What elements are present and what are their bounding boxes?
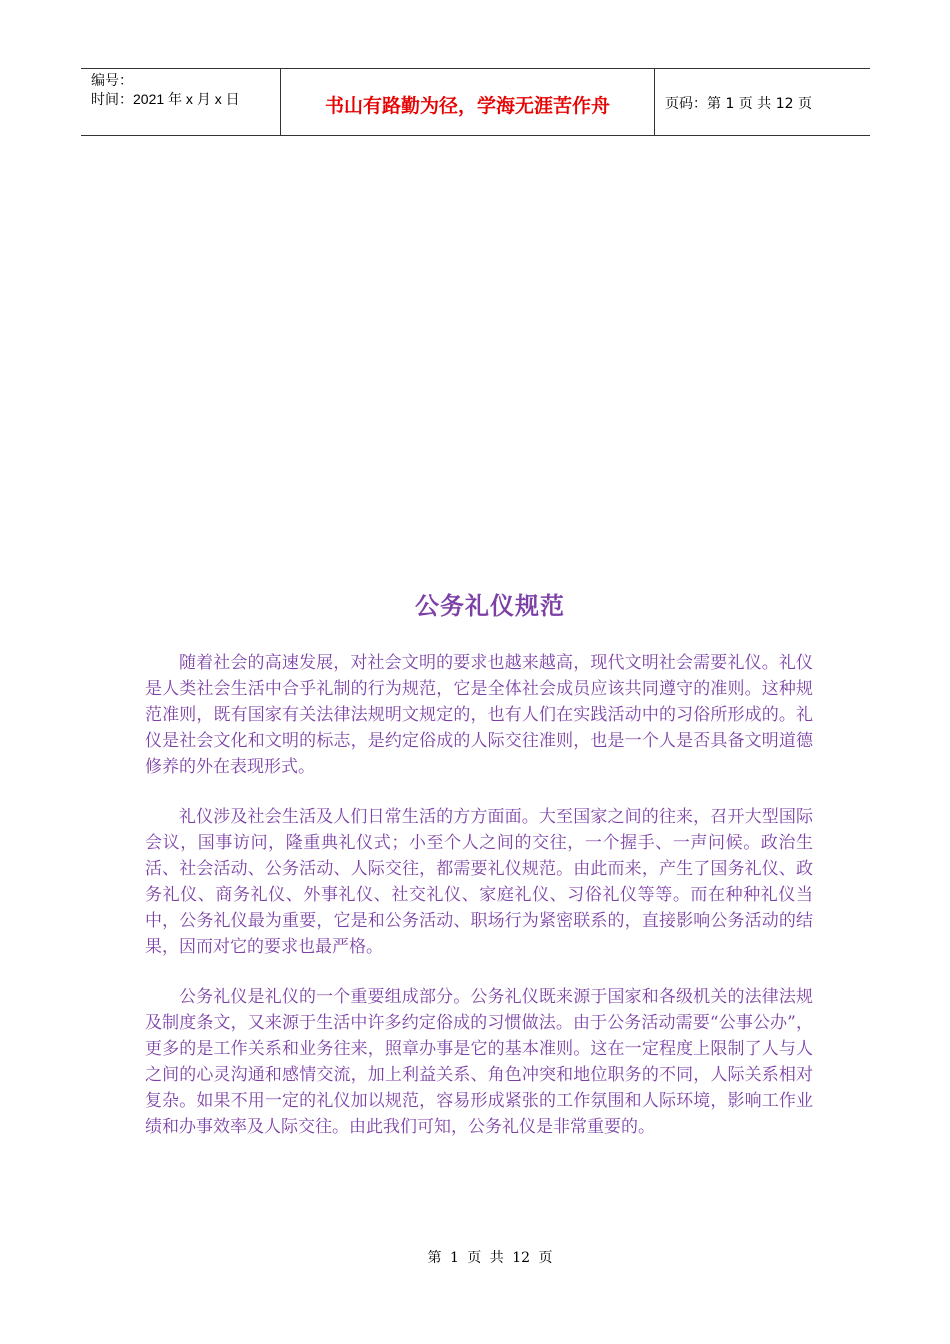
number-label: 编号： [91, 72, 133, 88]
time-label: 时间：2021 年 x 月 x 日 [91, 91, 240, 107]
header-meta [81, 69, 281, 135]
document-title: 公务礼仪规范 [415, 592, 565, 620]
paragraph: 礼仪涉及社会生活及人们日常生活的方方面面。大至国家之间的往来，召开大型国际会议，国事访问，隆重典礼仪式；小至个人之间的交往，一个握手、一声问候。政治生活、社会活动、公务活动、人际交往，都需要礼仪规范。由此而来，产生了国务礼仪、政务礼仪、商务礼仪、外事礼仪、社交礼仪、家庭礼仪、习俗礼仪等等。而在种种礼仪当中，公务礼仪最为重要，它是和公务活动、职场行为紧密联系的，直接影响公务活动的结果，因而对它的要求也最严格。 [145, 807, 813, 957]
paragraph: 随着社会的高速发展，对社会文明的要求也越来越高，现代文明社会需要礼仪。礼仪是人类社会生活中合乎礼制的行为规范，它是全体社会成员应该共同遵守的准则。这种规范准则，既有国家有关法律法规明文规定的，也有人们在实践活动中的习俗所形成的。礼仪是社会文化和文明的标志，是约定俗成的人际交往准则，也是一个人是否具备文明道德修养的外在表现形式。 [145, 653, 813, 777]
document-body [145, 650, 813, 1164]
header-page-info: 页码：第 1 页 共 12 页 [665, 96, 812, 112]
document-header [81, 68, 870, 136]
page-footer: 第 1 页 共 12 页 [427, 1250, 553, 1266]
header-motto: 书山有路勤为径，学海无涯苦作舟 [281, 69, 655, 135]
paragraph: 公务礼仪是礼仪的一个重要组成部分。公务礼仪既来源于国家和各级机关的法律法规及制度条文，又来源于生活中许多约定俗成的习惯做法。由于公务活动需要“公事公办”，更多的是工作关系和业务往来，照章办事是它的基本准则。这在一定程度上限制了人与人之间的心灵沟通和感情交流，加上利益关系、角色冲突和地位职务的不同，人际关系相对复杂。如果不用一定的礼仪加以规范，容易形成紧张的工作氛围和人际环境，影响工作业绩和办事效率及人际交往。由此我们可知，公务礼仪是非常重要的。 [145, 987, 813, 1137]
